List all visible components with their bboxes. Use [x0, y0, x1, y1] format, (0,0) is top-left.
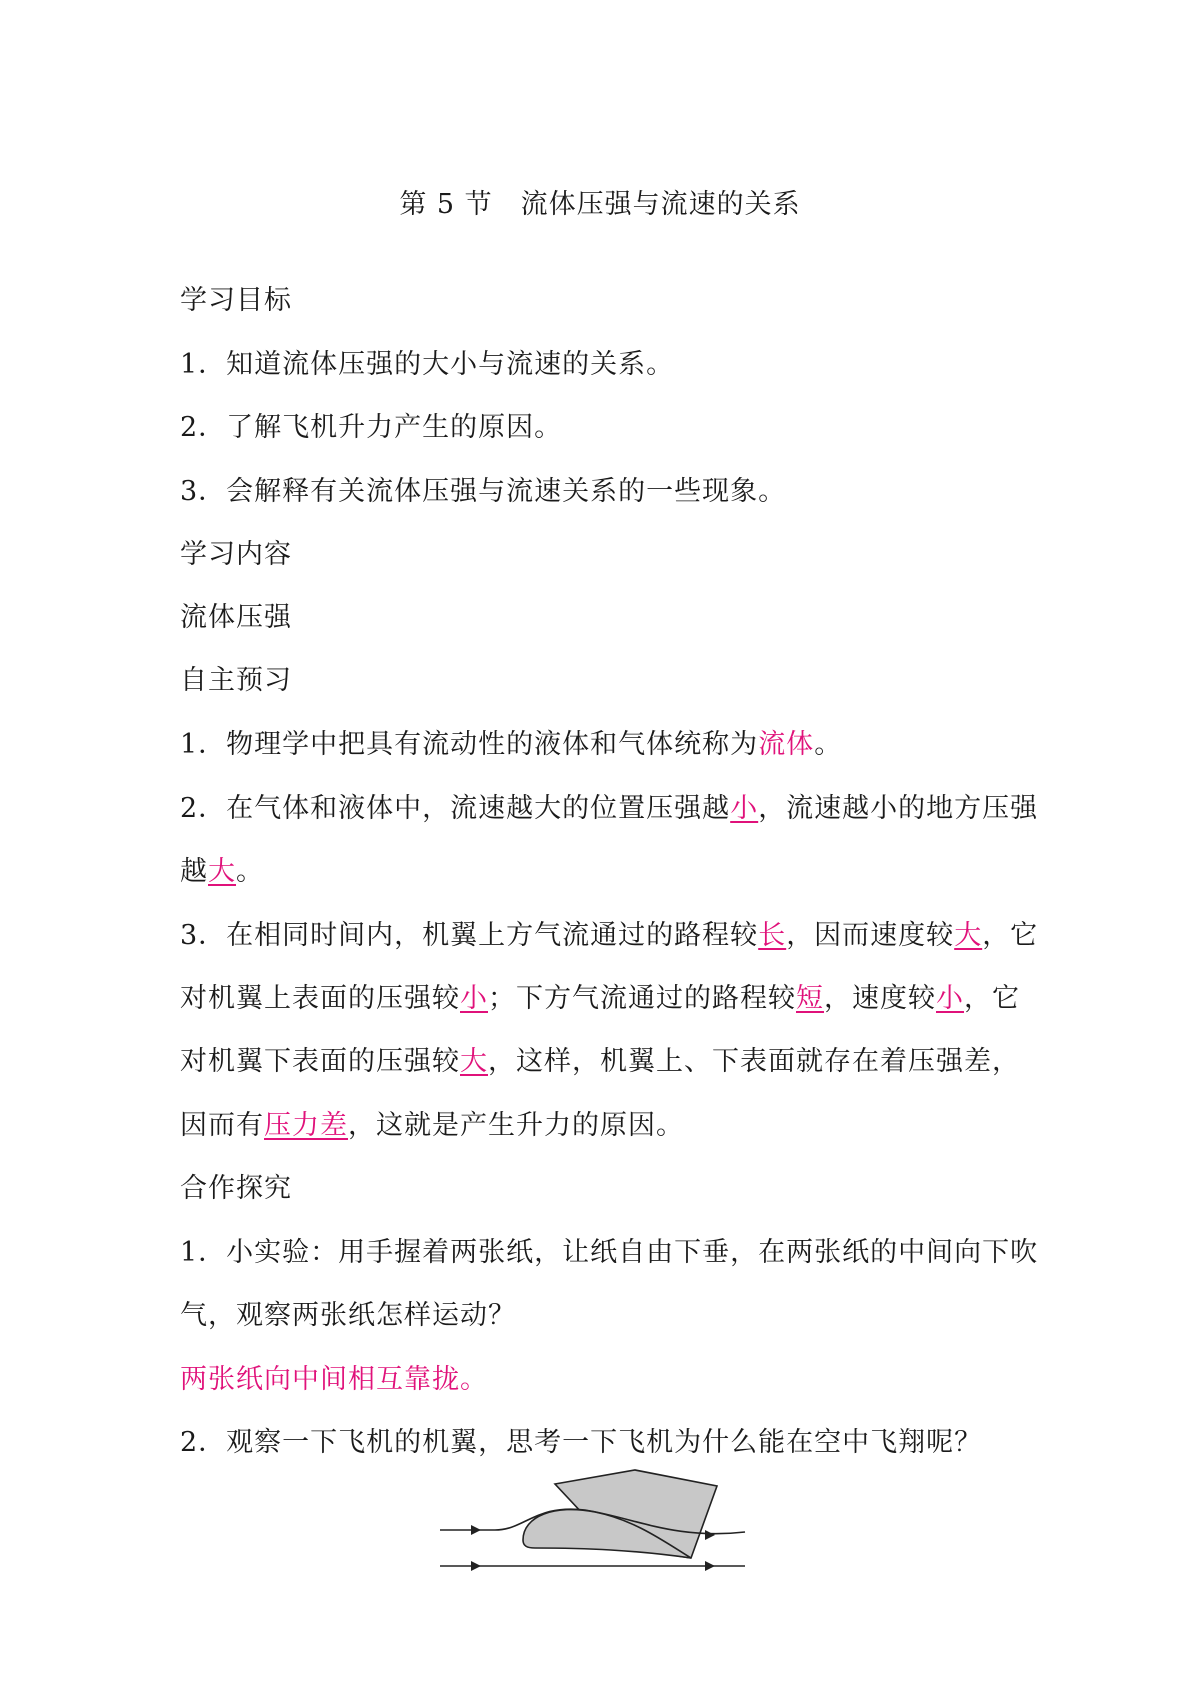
objective-item: 2．了解飞机升力产生的原因。	[180, 412, 563, 443]
preview-heading: 自主预习	[180, 665, 292, 696]
coop-question-1-line-2: 气，观察两张纸怎样运动？	[180, 1300, 516, 1331]
preview-question-3-line-1	[180, 913, 1040, 952]
question-text: ，因而速度较	[786, 920, 955, 951]
upper-flow-arrow	[705, 1530, 715, 1540]
question-text: 越	[180, 856, 208, 887]
question-text: ，这样，机翼上、下表面就存在着压强差，	[488, 1046, 1020, 1077]
answer-text: 大	[954, 920, 983, 951]
question-text: 。	[236, 856, 264, 887]
page-title: 第 5 节 流体压强与流速的关系	[399, 189, 801, 220]
preview-question-2-line-1	[180, 786, 1040, 825]
question-text: ，流速越小的地方压强	[758, 793, 1039, 824]
answer-text: 大	[208, 856, 236, 887]
content-heading: 学习内容	[180, 539, 292, 570]
question-text: 因而有	[180, 1110, 264, 1141]
answer-text: 小	[936, 983, 964, 1014]
preview-question-1	[180, 722, 1040, 761]
preview-question-2-line-2	[180, 849, 1040, 888]
question-text: ，它	[982, 920, 1039, 951]
answer-text: 小	[730, 793, 759, 824]
answer-text: 压力差	[264, 1110, 348, 1141]
answer-text: 长	[758, 920, 787, 951]
wing-airflow-figure	[435, 1462, 775, 1572]
question-text: 2．在气体和液体中，流速越大的位置压强越	[180, 793, 731, 824]
answer-text: 大	[460, 1046, 488, 1077]
coop-question-2: 2．观察一下飞机的机翼，思考一下飞机为什么能在空中飞翔呢？	[180, 1427, 983, 1458]
question-text: ，这就是产生升力的原因。	[348, 1110, 684, 1141]
question-text: ；下方气流通过的路程较	[488, 983, 796, 1014]
question-text: 对机翼上表面的压强较	[180, 983, 460, 1014]
answer-text: 流体	[758, 729, 815, 760]
coop-question-1-line-1: 1．小实验：用手握着两张纸，让纸自由下垂，在两张纸的中间向下吹	[180, 1237, 1039, 1268]
question-text: 1．物理学中把具有流动性的液体和气体统称为	[180, 729, 759, 760]
coop-heading: 合作探究	[180, 1173, 292, 1204]
upper-flow-arrow	[471, 1525, 481, 1535]
lower-flow-arrow	[471, 1561, 481, 1571]
question-text: 对机翼下表面的压强较	[180, 1046, 460, 1077]
question-text: ，它	[964, 983, 1020, 1014]
answer-text: 小	[460, 983, 488, 1014]
objective-item: 3．会解释有关流体压强与流速关系的一些现象。	[180, 476, 787, 507]
question-text: ，速度较	[824, 983, 936, 1014]
objectives-heading: 学习目标	[180, 285, 292, 316]
question-text: 。	[814, 729, 843, 760]
topic-heading: 流体压强	[180, 602, 292, 633]
preview-question-3-line-4	[180, 1103, 1040, 1142]
question-text: 3．在相同时间内，机翼上方气流通过的路程较	[180, 920, 759, 951]
answer-text: 短	[796, 983, 824, 1014]
objective-item: 1．知道流体压强的大小与流速的关系。	[180, 349, 675, 380]
preview-question-3-line-3	[180, 1039, 1040, 1078]
coop-answer-1: 两张纸向中间相互靠拢。	[180, 1364, 488, 1395]
lower-flow-arrow	[705, 1561, 715, 1571]
preview-question-3-line-2	[180, 976, 1040, 1015]
